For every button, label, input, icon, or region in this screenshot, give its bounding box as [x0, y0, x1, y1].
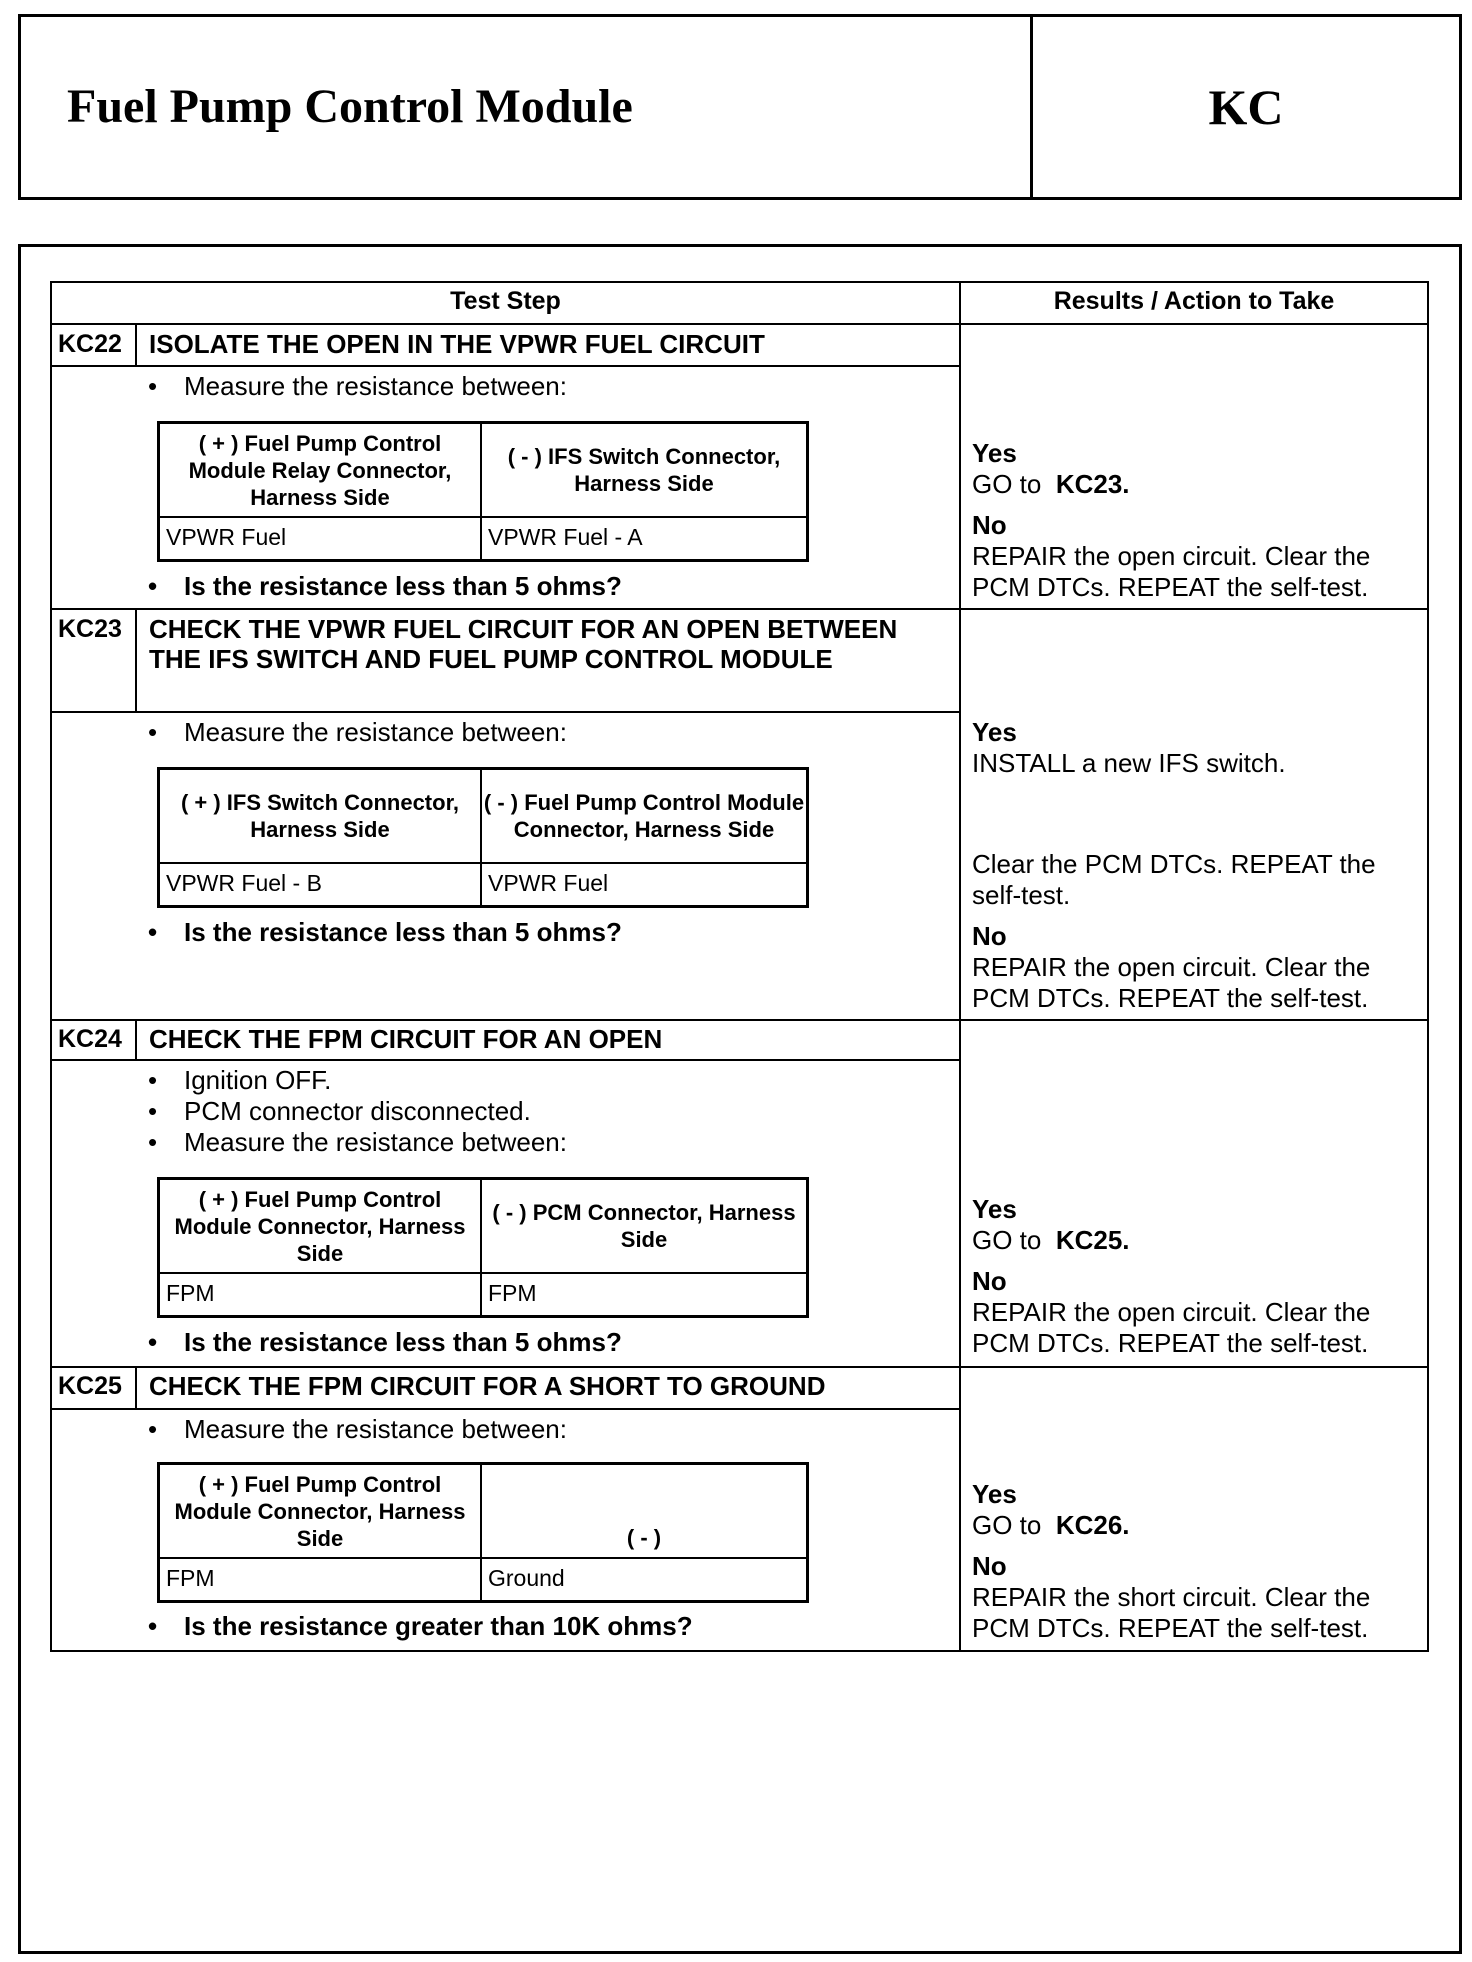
negative-lead-value: VPWR Fuel: [488, 870, 609, 896]
step-title: CHECK THE FPM CIRCUIT FOR AN OPEN: [149, 1024, 663, 1054]
result-block-continued: [972, 849, 1422, 1014]
table-left-border: [50, 281, 52, 1652]
bullet-item: • Ignition OFF.: [148, 1065, 332, 1095]
bullet-item: • Measure the resistance between:: [148, 371, 567, 401]
column-divider: [959, 281, 961, 1652]
step-separator: [50, 608, 1429, 610]
bullet-item: • Measure the resistance between:: [148, 717, 567, 747]
page-title: Fuel Pump Control Module: [67, 80, 633, 133]
result-block: [972, 717, 1422, 779]
no-action: REPAIR the open circuit. Clear the PCM DTCs. REPEAT the self-test.: [972, 1297, 1371, 1358]
yes-label: Yes: [972, 717, 1017, 747]
no-label: No: [972, 1551, 1007, 1581]
yes-action: INSTALL a new IFS switch.: [972, 748, 1286, 778]
yes-action: GO to KC26.: [972, 1510, 1130, 1540]
result-block: [972, 1479, 1422, 1644]
question: • Is the resistance less than 5 ohms?: [148, 571, 622, 601]
negative-lead-header: ( - ) Fuel Pump Control Module Connector, Harness Side: [483, 790, 805, 842]
yes-action: GO to KC23.: [972, 469, 1130, 499]
column-header-results: Results / Action to Take: [1053, 287, 1335, 315]
no-label: No: [972, 510, 1007, 540]
no-label: No: [972, 921, 1007, 951]
positive-lead-value: FPM: [166, 1280, 215, 1306]
title-row-border: [50, 365, 961, 367]
positive-lead-header: ( + ) Fuel Pump Control Module Relay Connector, Harness Side: [188, 430, 452, 510]
bullet-item: • PCM connector disconnected.: [148, 1096, 531, 1126]
yes-action-continued: Clear the PCM DTCs. REPEAT the self-test.: [972, 849, 1376, 910]
yes-label: Yes: [972, 1194, 1017, 1224]
result-block: [972, 438, 1422, 603]
step-title: CHECK THE FPM CIRCUIT FOR A SHORT TO GROUND: [149, 1371, 826, 1401]
page-header: [18, 14, 1462, 200]
yes-label: Yes: [972, 438, 1017, 468]
step-id: KC23: [58, 615, 122, 643]
step-id: KC22: [58, 330, 122, 358]
measurement-table: [157, 421, 809, 562]
no-action: REPAIR the open circuit. Clear the PCM DTCs. REPEAT the self-test.: [972, 952, 1371, 1013]
column-header-test-step: Test Step: [450, 287, 561, 315]
no-action: REPAIR the open circuit. Clear the PCM DTCs. REPEAT the self-test.: [972, 541, 1371, 602]
id-divider: [135, 1366, 137, 1408]
negative-lead-value: FPM: [488, 1280, 537, 1306]
question: • Is the resistance greater than 10K ohms?: [148, 1611, 693, 1641]
positive-lead-value: FPM: [166, 1565, 215, 1591]
title-row-border: [50, 711, 961, 713]
step-id: KC25: [58, 1372, 122, 1400]
negative-lead-value: Ground: [488, 1565, 565, 1591]
id-divider: [135, 323, 137, 365]
question: • Is the resistance less than 5 ohms?: [148, 917, 622, 947]
measurement-table: [157, 1177, 809, 1318]
positive-lead-header: ( + ) IFS Switch Connector, Harness Side: [180, 790, 460, 842]
no-label: No: [972, 1266, 1007, 1296]
no-action: REPAIR the short circuit. Clear the PCM DTCs. REPEAT the self-test.: [972, 1582, 1371, 1643]
table-bottom-border: [50, 1650, 1429, 1652]
negative-lead-header: ( - ) IFS Switch Connector, Harness Side: [507, 444, 781, 496]
id-divider: [135, 608, 137, 711]
result-block: [972, 1194, 1422, 1359]
bullet-item: • Measure the resistance between:: [148, 1127, 567, 1157]
step-separator: [50, 1366, 1429, 1368]
go-to-link[interactable]: KC26.: [1055, 1510, 1130, 1540]
yes-action: GO to KC25.: [972, 1225, 1130, 1255]
section-code: KC: [1208, 79, 1284, 135]
title-row-border: [50, 1059, 961, 1061]
positive-lead-header: ( + ) Fuel Pump Control Module Connector, Harness Side: [174, 1186, 466, 1266]
step-title: CHECK THE VPWR FUEL CIRCUIT FOR AN OPEN BETWEEN THE IFS SWITCH AND FUEL PUMP CONTROL MODULE: [149, 614, 898, 674]
positive-lead-header: ( + ) Fuel Pump Control Module Connector, Harness Side: [174, 1471, 466, 1551]
measurement-table: [157, 1462, 809, 1603]
id-divider: [135, 1019, 137, 1059]
positive-lead-value: VPWR Fuel: [166, 524, 287, 550]
positive-lead-value: VPWR Fuel - B: [166, 870, 322, 896]
measurement-table: [157, 767, 809, 908]
negative-lead-value: VPWR Fuel - A: [488, 524, 643, 550]
negative-lead-header: ( - ) PCM Connector, Harness Side: [492, 1200, 796, 1252]
go-to-link[interactable]: KC25.: [1055, 1225, 1130, 1255]
title-row-border: [50, 1408, 961, 1410]
yes-label: Yes: [972, 1479, 1017, 1509]
table-right-border: [1427, 281, 1429, 1652]
bullet-item: • Measure the resistance between:: [148, 1414, 567, 1444]
table-top-border: [50, 281, 1429, 283]
step-separator: [50, 1019, 1429, 1021]
negative-lead-header: ( - ): [626, 1524, 662, 1550]
header-row-border: [50, 323, 1429, 325]
step-title: ISOLATE THE OPEN IN THE VPWR FUEL CIRCUIT: [149, 329, 765, 359]
step-id: KC24: [58, 1025, 122, 1053]
question: • Is the resistance less than 5 ohms?: [148, 1327, 622, 1357]
go-to-link[interactable]: KC23.: [1055, 469, 1130, 499]
